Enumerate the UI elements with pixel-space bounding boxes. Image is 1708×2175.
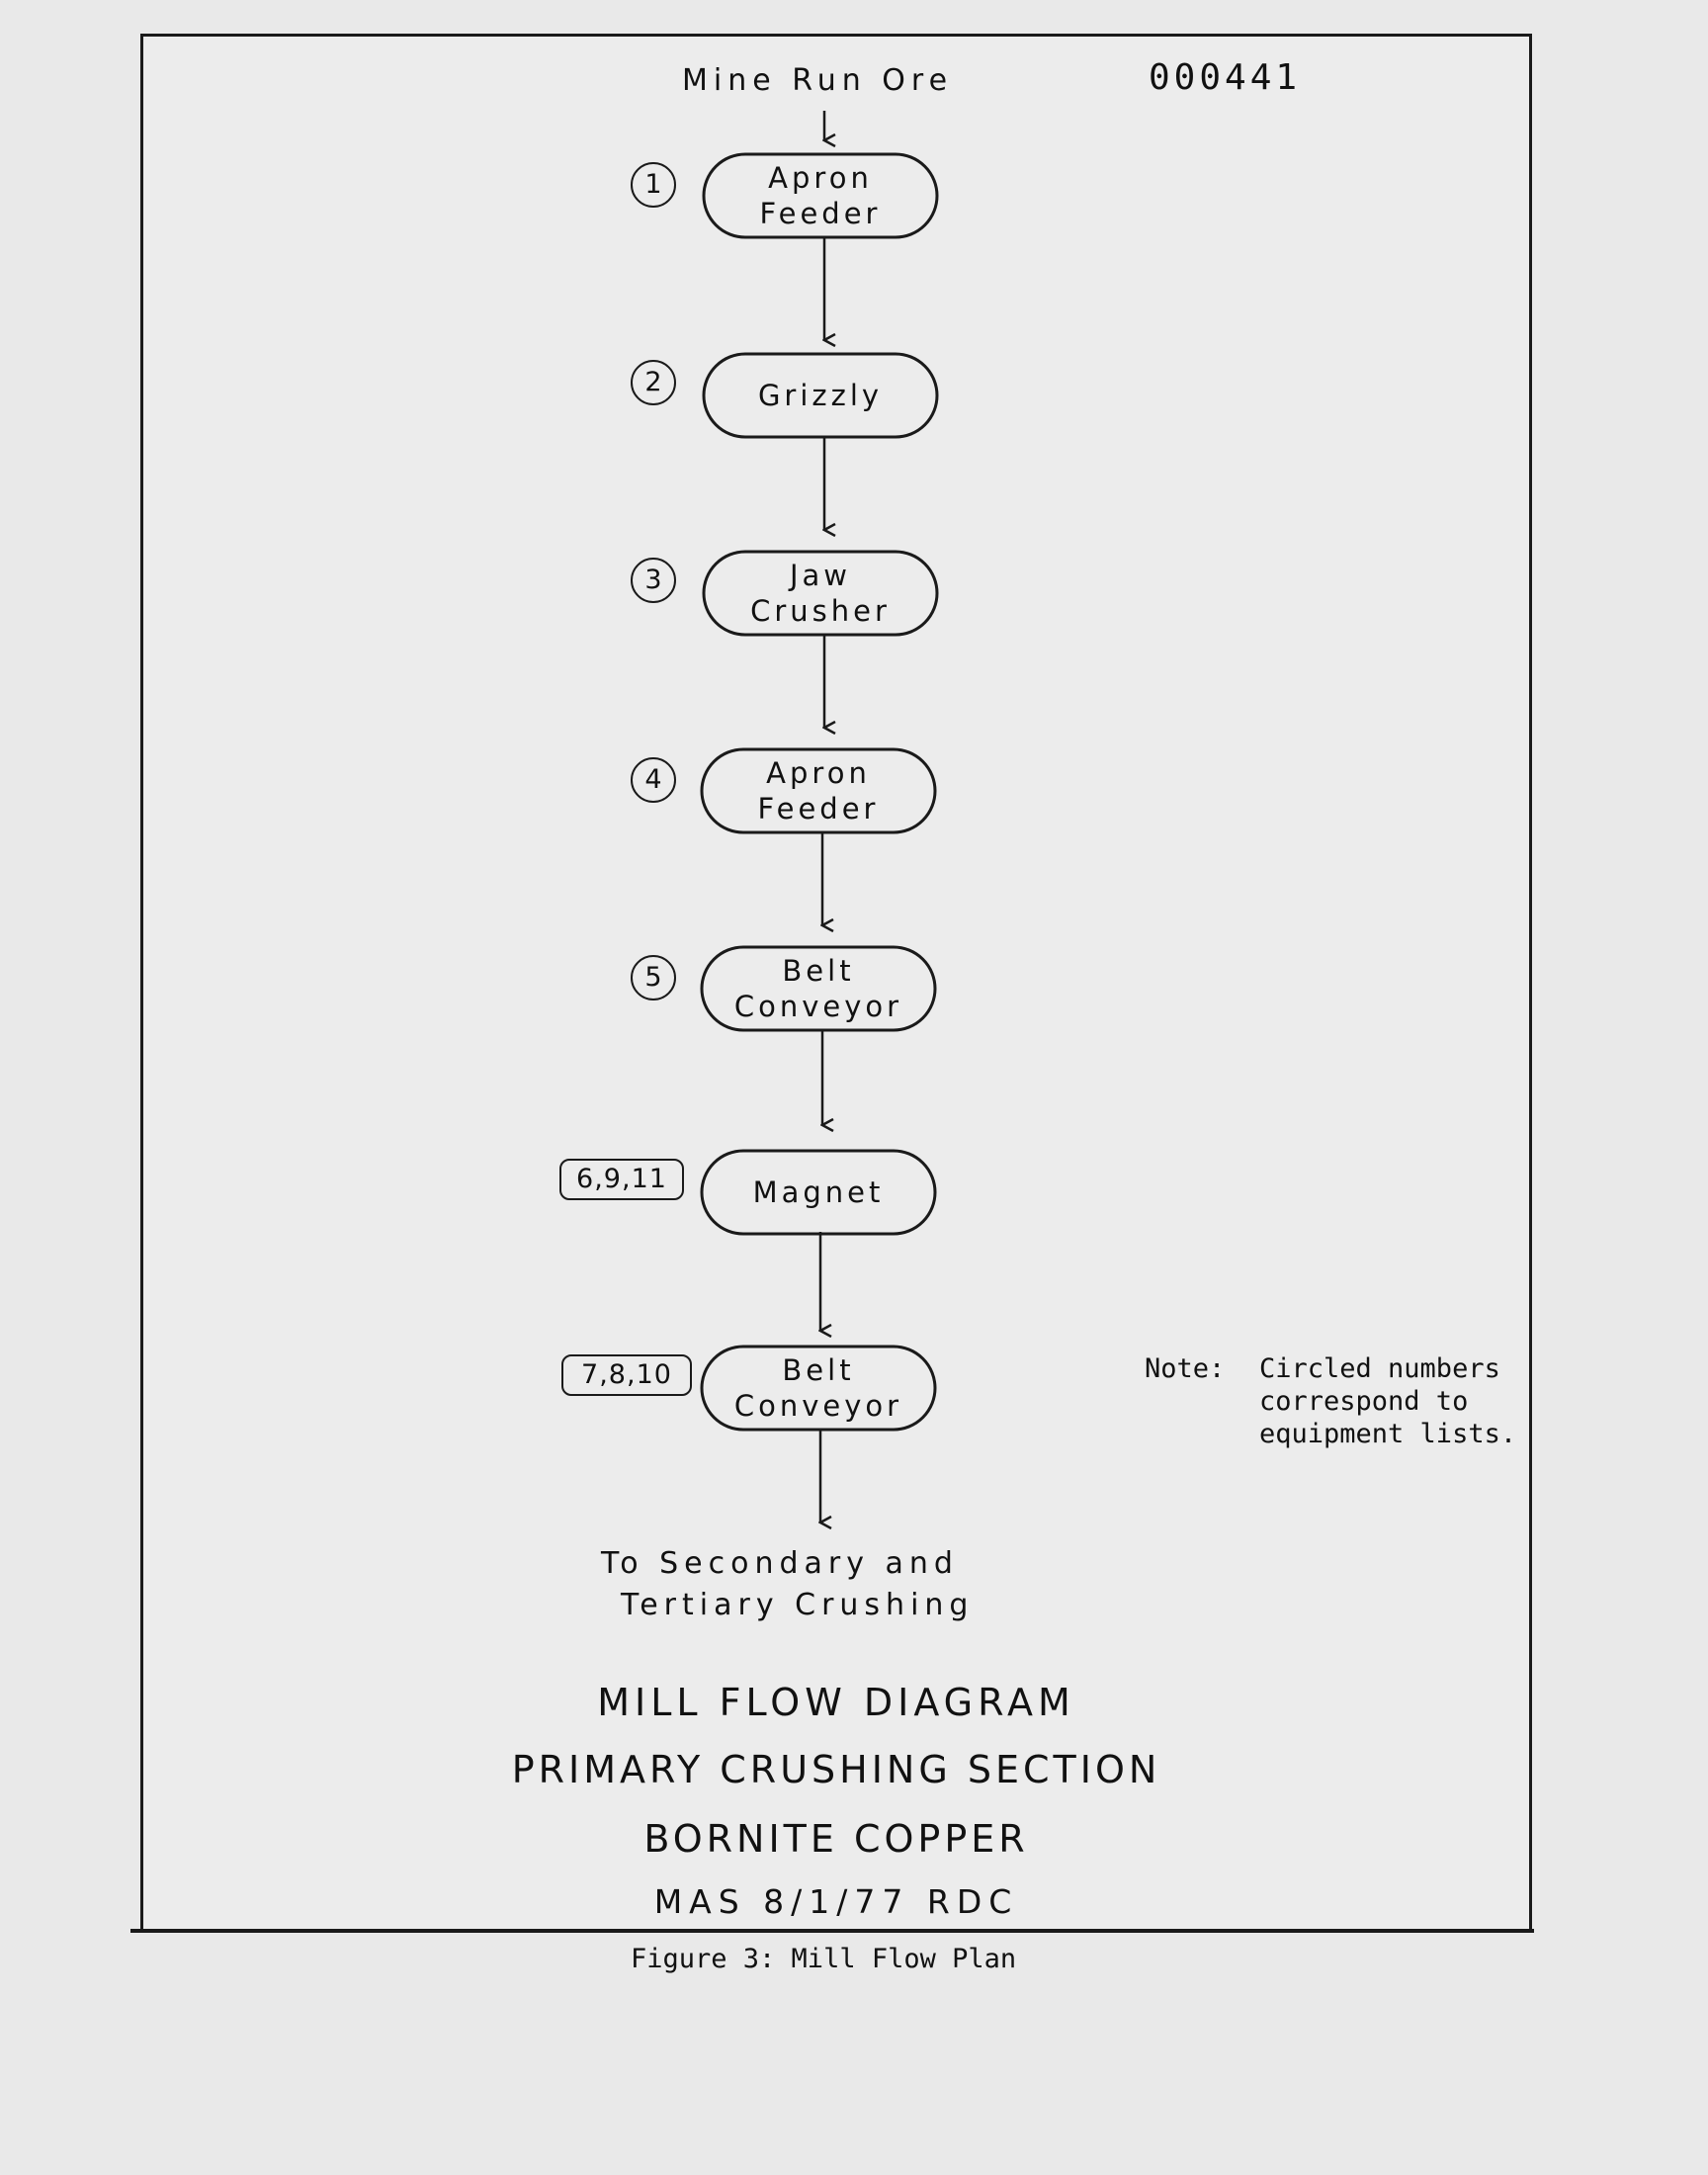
node-5-label-line2: Conveyor	[733, 990, 903, 1023]
title-line1: MILL FLOW DIAGRAM	[597, 1681, 1075, 1724]
node-6-label-line1: Magnet	[752, 1175, 885, 1209]
node-7-label-line2: Conveyor	[733, 1389, 903, 1423]
title-line2: PRIMARY CRUSHING SECTION	[511, 1748, 1161, 1791]
note-line3: equipment lists.	[1259, 1419, 1517, 1449]
equipment-number-marker: 2	[631, 360, 676, 405]
note-line1: Circled numbers	[1259, 1353, 1500, 1384]
equipment-number-marker: 1	[631, 162, 676, 208]
node-1-label-line1: Apron	[768, 161, 873, 195]
node-7-label-line1: Belt	[782, 1353, 855, 1387]
title-line3: BORNITE COPPER	[643, 1817, 1029, 1861]
node-4-label-line1: Apron	[766, 756, 871, 790]
node-4-label	[702, 755, 935, 826]
node-2-label	[704, 378, 937, 413]
node-1-label	[704, 160, 937, 231]
node-5-label-line1: Belt	[782, 954, 855, 988]
node-3-label-line2: Crusher	[750, 594, 891, 628]
destination-line2: Tertiary Crushing	[621, 1588, 975, 1622]
figure-caption: Figure 3: Mill Flow Plan	[631, 1944, 1017, 1974]
node-1-label-line2: Feeder	[759, 197, 882, 230]
equipment-number-tag: 7,8,10	[561, 1354, 692, 1396]
node-4-label-line2: Feeder	[757, 792, 880, 826]
destination-line1: To Secondary and	[601, 1546, 959, 1581]
document-number: 000441	[1149, 57, 1302, 98]
node-5-label	[702, 953, 935, 1024]
equipment-number-marker: 3	[631, 558, 676, 603]
source-label: Mine Run Ore	[682, 63, 954, 98]
node-3-label-line1: Jaw	[789, 559, 852, 592]
equipment-number-tag: 6,9,11	[559, 1159, 684, 1200]
node-6-label	[702, 1174, 935, 1210]
note-line2: correspond to	[1259, 1386, 1469, 1417]
node-7-label	[702, 1352, 935, 1424]
title-line4: MAS 8/1/77 RDC	[653, 1882, 1019, 1921]
note-label: Note:	[1145, 1353, 1226, 1384]
node-2-label-line1: Grizzly	[757, 379, 884, 412]
node-3-label	[704, 558, 937, 629]
equipment-number-marker: 4	[631, 757, 676, 803]
equipment-number-marker: 5	[631, 955, 676, 1000]
